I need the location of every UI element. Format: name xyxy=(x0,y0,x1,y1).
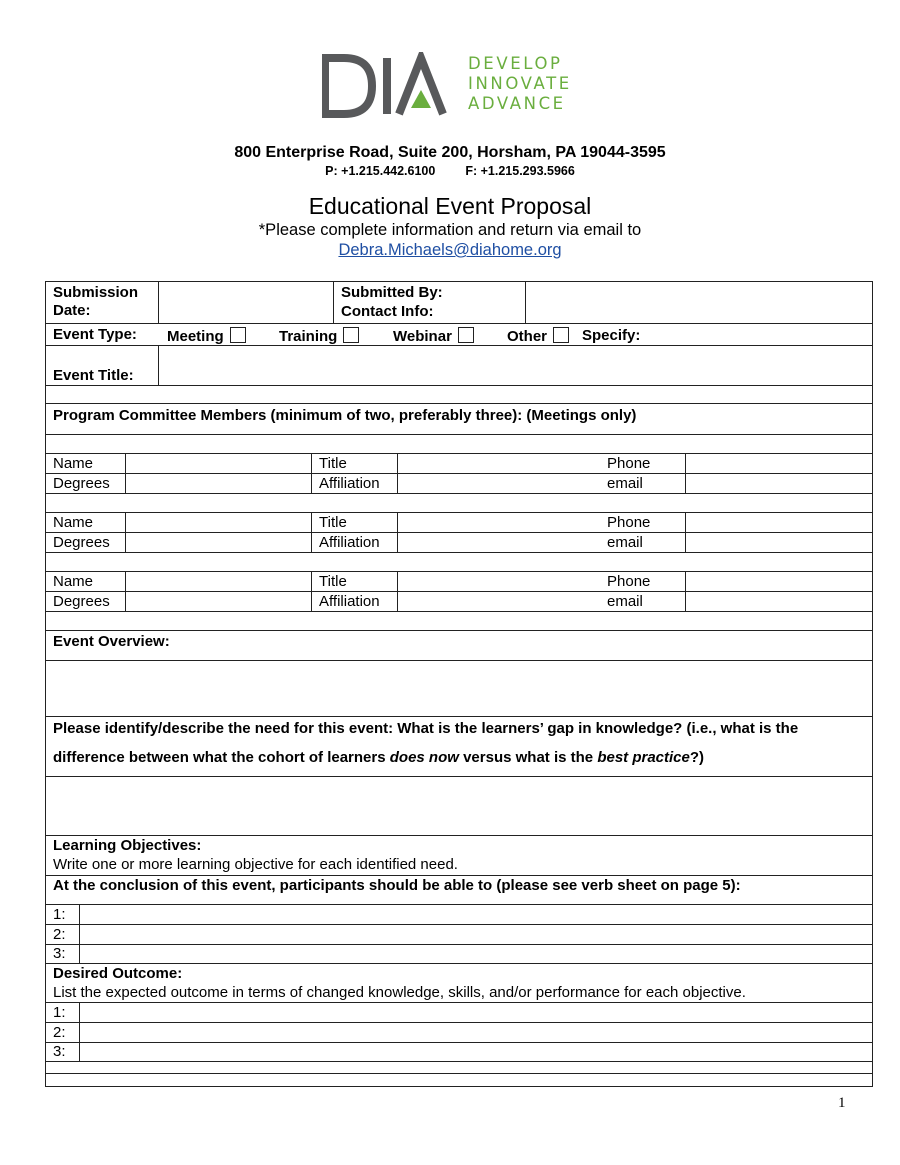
training-checkbox[interactable] xyxy=(343,327,359,343)
tagline-advance: ADVANCE xyxy=(468,94,566,113)
webinar-checkbox[interactable] xyxy=(458,327,474,343)
member-degrees-label: Degrees xyxy=(53,534,110,551)
phone-number: P: +1.215.442.6100 xyxy=(325,164,436,178)
member-title-label: Title xyxy=(319,573,347,590)
member-affiliation-label: Affiliation xyxy=(319,534,380,551)
desired-outcome-label: Desired Outcome: xyxy=(53,965,183,982)
proposal-form xyxy=(45,281,873,1087)
member-phone-label: Phone xyxy=(607,573,651,590)
need-question-line2: difference between what the cohort of learners does now versus what is the best practice?) xyxy=(53,749,705,766)
member-email-label: email xyxy=(607,534,643,551)
desired-outcome-instructions: List the expected outcome in terms of changed knowledge, skills, and/or performance for each objective. xyxy=(53,984,746,1001)
member-name-label: Name xyxy=(53,455,94,472)
committee-heading: Program Committee Members (minimum of two, preferably three): (Meetings only) xyxy=(53,407,637,424)
phone-fax-line xyxy=(0,164,900,178)
submission-date-label: Submission Date: xyxy=(53,284,139,319)
member-degrees-label: Degrees xyxy=(53,475,110,492)
outcome-number: 1: xyxy=(53,1004,66,1021)
address: 800 Enterprise Road, Suite 200, Horsham, PA 19044-3595 xyxy=(234,144,666,161)
need-question-line1: Please identify/describe the need for this event: What is the learners’ gap in knowledge? (i.e., what is the xyxy=(53,720,799,737)
member-email-label: email xyxy=(607,593,643,610)
member-name-label: Name xyxy=(53,573,94,590)
other-checkbox[interactable] xyxy=(553,327,569,343)
tagline-innovate: INNOVATE xyxy=(468,74,572,93)
event-title-label: Event Title: xyxy=(53,367,134,384)
member-title-label: Title xyxy=(319,514,347,531)
conclusion-statement: At the conclusion of this event, participants should be able to (please see verb sheet on page 5): xyxy=(53,877,741,894)
member-email-label: email xyxy=(607,475,643,492)
member-title-label: Title xyxy=(319,455,347,472)
contact-info-label: Contact Info: xyxy=(341,303,434,320)
event-type-other[interactable]: Other xyxy=(507,327,569,346)
event-type-webinar[interactable]: Webinar xyxy=(393,327,474,346)
member-affiliation-label: Affiliation xyxy=(319,593,380,610)
page-number: 1 xyxy=(838,1095,846,1111)
dia-wordmark-icon xyxy=(322,52,462,118)
logo-tagline xyxy=(468,54,572,114)
member-phone-label: Phone xyxy=(607,455,651,472)
member-affiliation-label: Affiliation xyxy=(319,475,380,492)
dia-logo xyxy=(322,52,582,118)
meeting-checkbox[interactable] xyxy=(230,327,246,343)
learning-objectives-label: Learning Objectives: xyxy=(53,837,202,854)
email-link[interactable]: Debra.Michaels@diahome.org xyxy=(338,241,562,259)
email-link-line xyxy=(0,241,900,260)
submitted-by-label: Submitted By: xyxy=(341,284,443,301)
event-type-meeting[interactable]: Meeting xyxy=(167,327,246,346)
objective-number: 2: xyxy=(53,926,66,943)
member-phone-label: Phone xyxy=(607,514,651,531)
fax-number: F: +1.215.293.5966 xyxy=(465,164,575,178)
member-degrees-label: Degrees xyxy=(53,593,110,610)
specify-label: Specify: xyxy=(582,327,641,344)
instruction-text: *Please complete information and return via email to xyxy=(258,221,642,239)
outcome-number: 3: xyxy=(53,1043,66,1060)
document-title: Educational Event Proposal xyxy=(308,193,592,219)
event-type-label: Event Type: xyxy=(53,326,137,343)
objective-number: 1: xyxy=(53,906,66,923)
objective-number: 3: xyxy=(53,945,66,962)
event-type-training[interactable]: Training xyxy=(279,327,359,346)
outcome-number: 2: xyxy=(53,1024,66,1041)
member-name-label: Name xyxy=(53,514,94,531)
tagline-develop: DEVELOP xyxy=(468,54,563,73)
learning-objectives-instructions: Write one or more learning objective for each identified need. xyxy=(53,856,458,873)
event-overview-label: Event Overview: xyxy=(53,633,170,650)
